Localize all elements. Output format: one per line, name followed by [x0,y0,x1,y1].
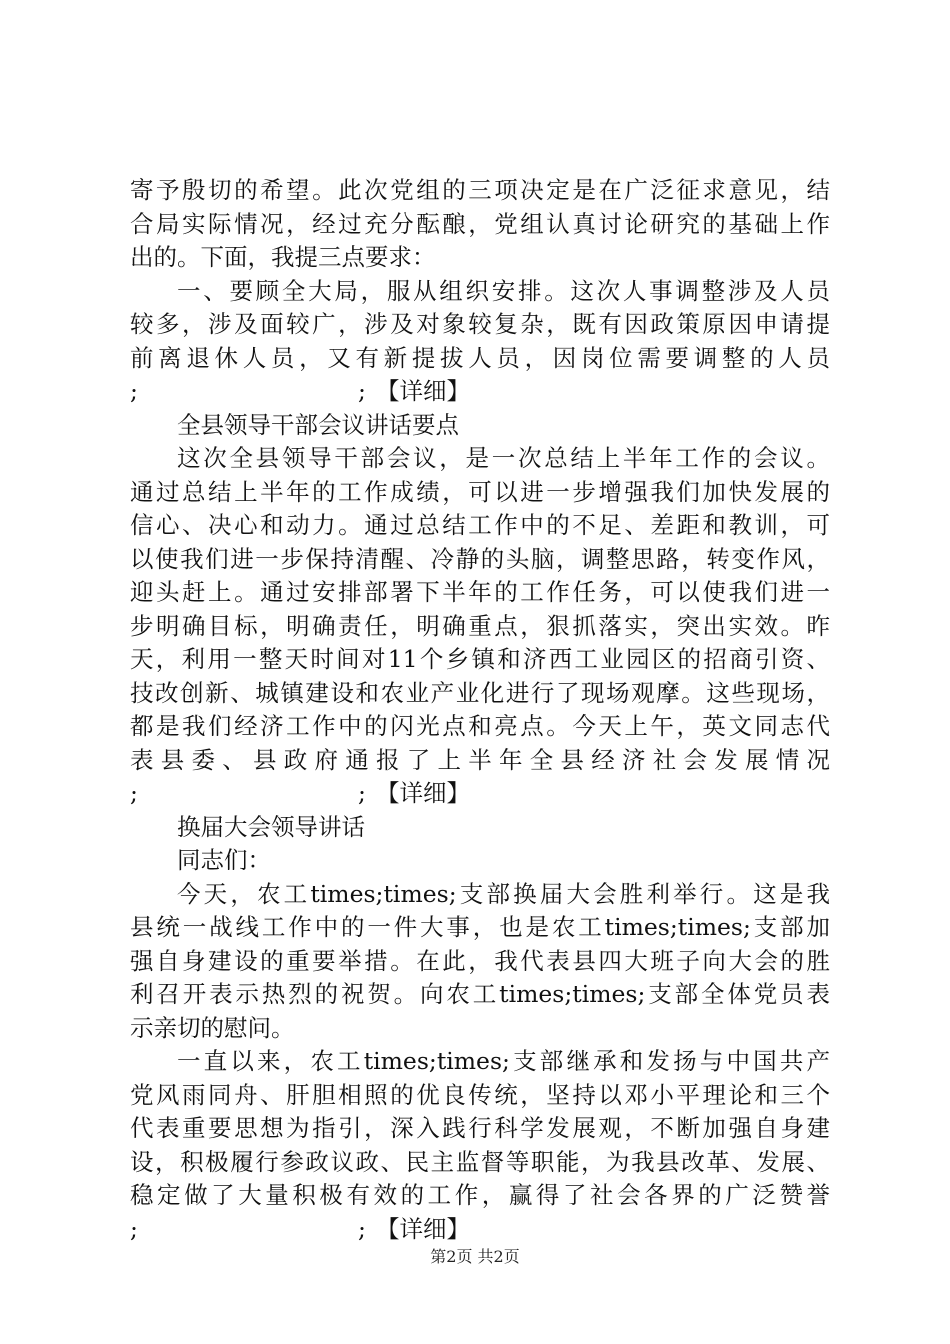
detail-link[interactable]: 【详细】 [376,779,470,807]
paragraph-line: 一、要顾全大局，服从组织安排。这次人事调整涉及人员 [177,276,830,305]
paragraph-line: 天，利用一整天时间对11个乡镇和济西工业园区的招商引资、 [130,645,830,673]
separator-text: ; [358,1214,366,1243]
paragraph-line: 出的。下面，我提三点要求： [130,243,436,271]
page-footer [0,1244,950,1267]
detail-row [130,777,830,811]
paragraph-line: 稳定做了大量积极有效的工作，赢得了社会各界的广泛赞誉 [130,1181,830,1209]
paragraph-line: 一直以来，农工times;times;支部继承和发扬与中国共产 [177,1047,830,1075]
paragraph-line: 都是我们经济工作中的闪光点和亮点。今天上午，英文同志代 [130,712,830,740]
paragraph-line: 利召开表示热烈的祝贺。向农工times;times;支部全体党员表 [130,980,830,1008]
separator-text: ; [358,779,366,807]
separator-text: ; [130,377,138,405]
paragraph-line: 代表重要思想为指引，深入践行科学发展观，不断加强自身建 [130,1114,830,1142]
separator-text: ; [130,779,138,807]
separator-text: ; [130,1214,138,1243]
paragraph-line: 技改创新、城镇建设和农业产业化进行了现场观摩。这些现场， [130,678,830,707]
paragraph-line: 步明确目标，明确责任，明确重点，狠抓落实，突出实效。昨 [130,611,830,640]
paragraph-line: 同志们： [177,846,271,874]
separator-text: ; [358,377,366,405]
paragraph-line: 通过总结上半年的工作成绩，可以进一步增强我们加快发展的 [130,477,830,506]
paragraph-line: 表县委、县政府通报了上半年全县经济社会发展情况 [130,745,830,774]
section-heading: 全县领导干部会议讲话要点 [177,410,459,439]
detail-link[interactable]: 【详细】 [376,377,470,405]
document-body [130,174,830,1246]
paragraph-line: 强自身建设的重要举措。在此，我代表县四大班子向大会的胜 [130,946,830,975]
detail-row [130,375,830,409]
paragraph-line: 县统一战线工作中的一件大事，也是农工times;times;支部加 [130,913,830,941]
section-heading: 换届大会领导讲话 [177,812,365,841]
paragraph-line: 示亲切的慰问。 [130,1013,295,1042]
paragraph-line: 迎头赶上。通过安排部署下半年的工作任务，可以使我们进一 [130,578,830,606]
paragraph-line: 以使我们进一步保持清醒、冷静的头脑，调整思路，转变作风， [130,544,830,573]
detail-row [130,1213,830,1247]
paragraph-line: 党风雨同舟、肝胆相照的优良传统，坚持以邓小平理论和三个 [130,1080,830,1109]
paragraph-line: 设，积极履行参政议政、民主监督等职能，为我县改革、发展、 [130,1147,830,1176]
paragraph-line: 较多，涉及面较广，涉及对象较复杂，既有因政策原因申请提 [130,310,830,338]
paragraph-line: 今天，农工times;times;支部换届大会胜利举行。这是我 [177,879,830,908]
detail-link[interactable]: 【详细】 [376,1214,470,1243]
paragraph-line: 前离退休人员，又有新提拔人员，因岗位需要调整的人员 [130,343,830,372]
page-number: 第2页 共2页 [430,1247,520,1266]
paragraph-line: 信心、决心和动力。通过总结工作中的不足、差距和教训，可 [130,511,830,539]
paragraph-line: 寄予殷切的希望。此次党组的三项决定是在广泛征求意见，结 [130,176,830,204]
paragraph-line: 这次全县领导干部会议，是一次总结上半年工作的会议。 [177,444,830,472]
paragraph-line: 合局实际情况，经过充分酝酿，党组认真讨论研究的基础上作 [130,209,830,238]
